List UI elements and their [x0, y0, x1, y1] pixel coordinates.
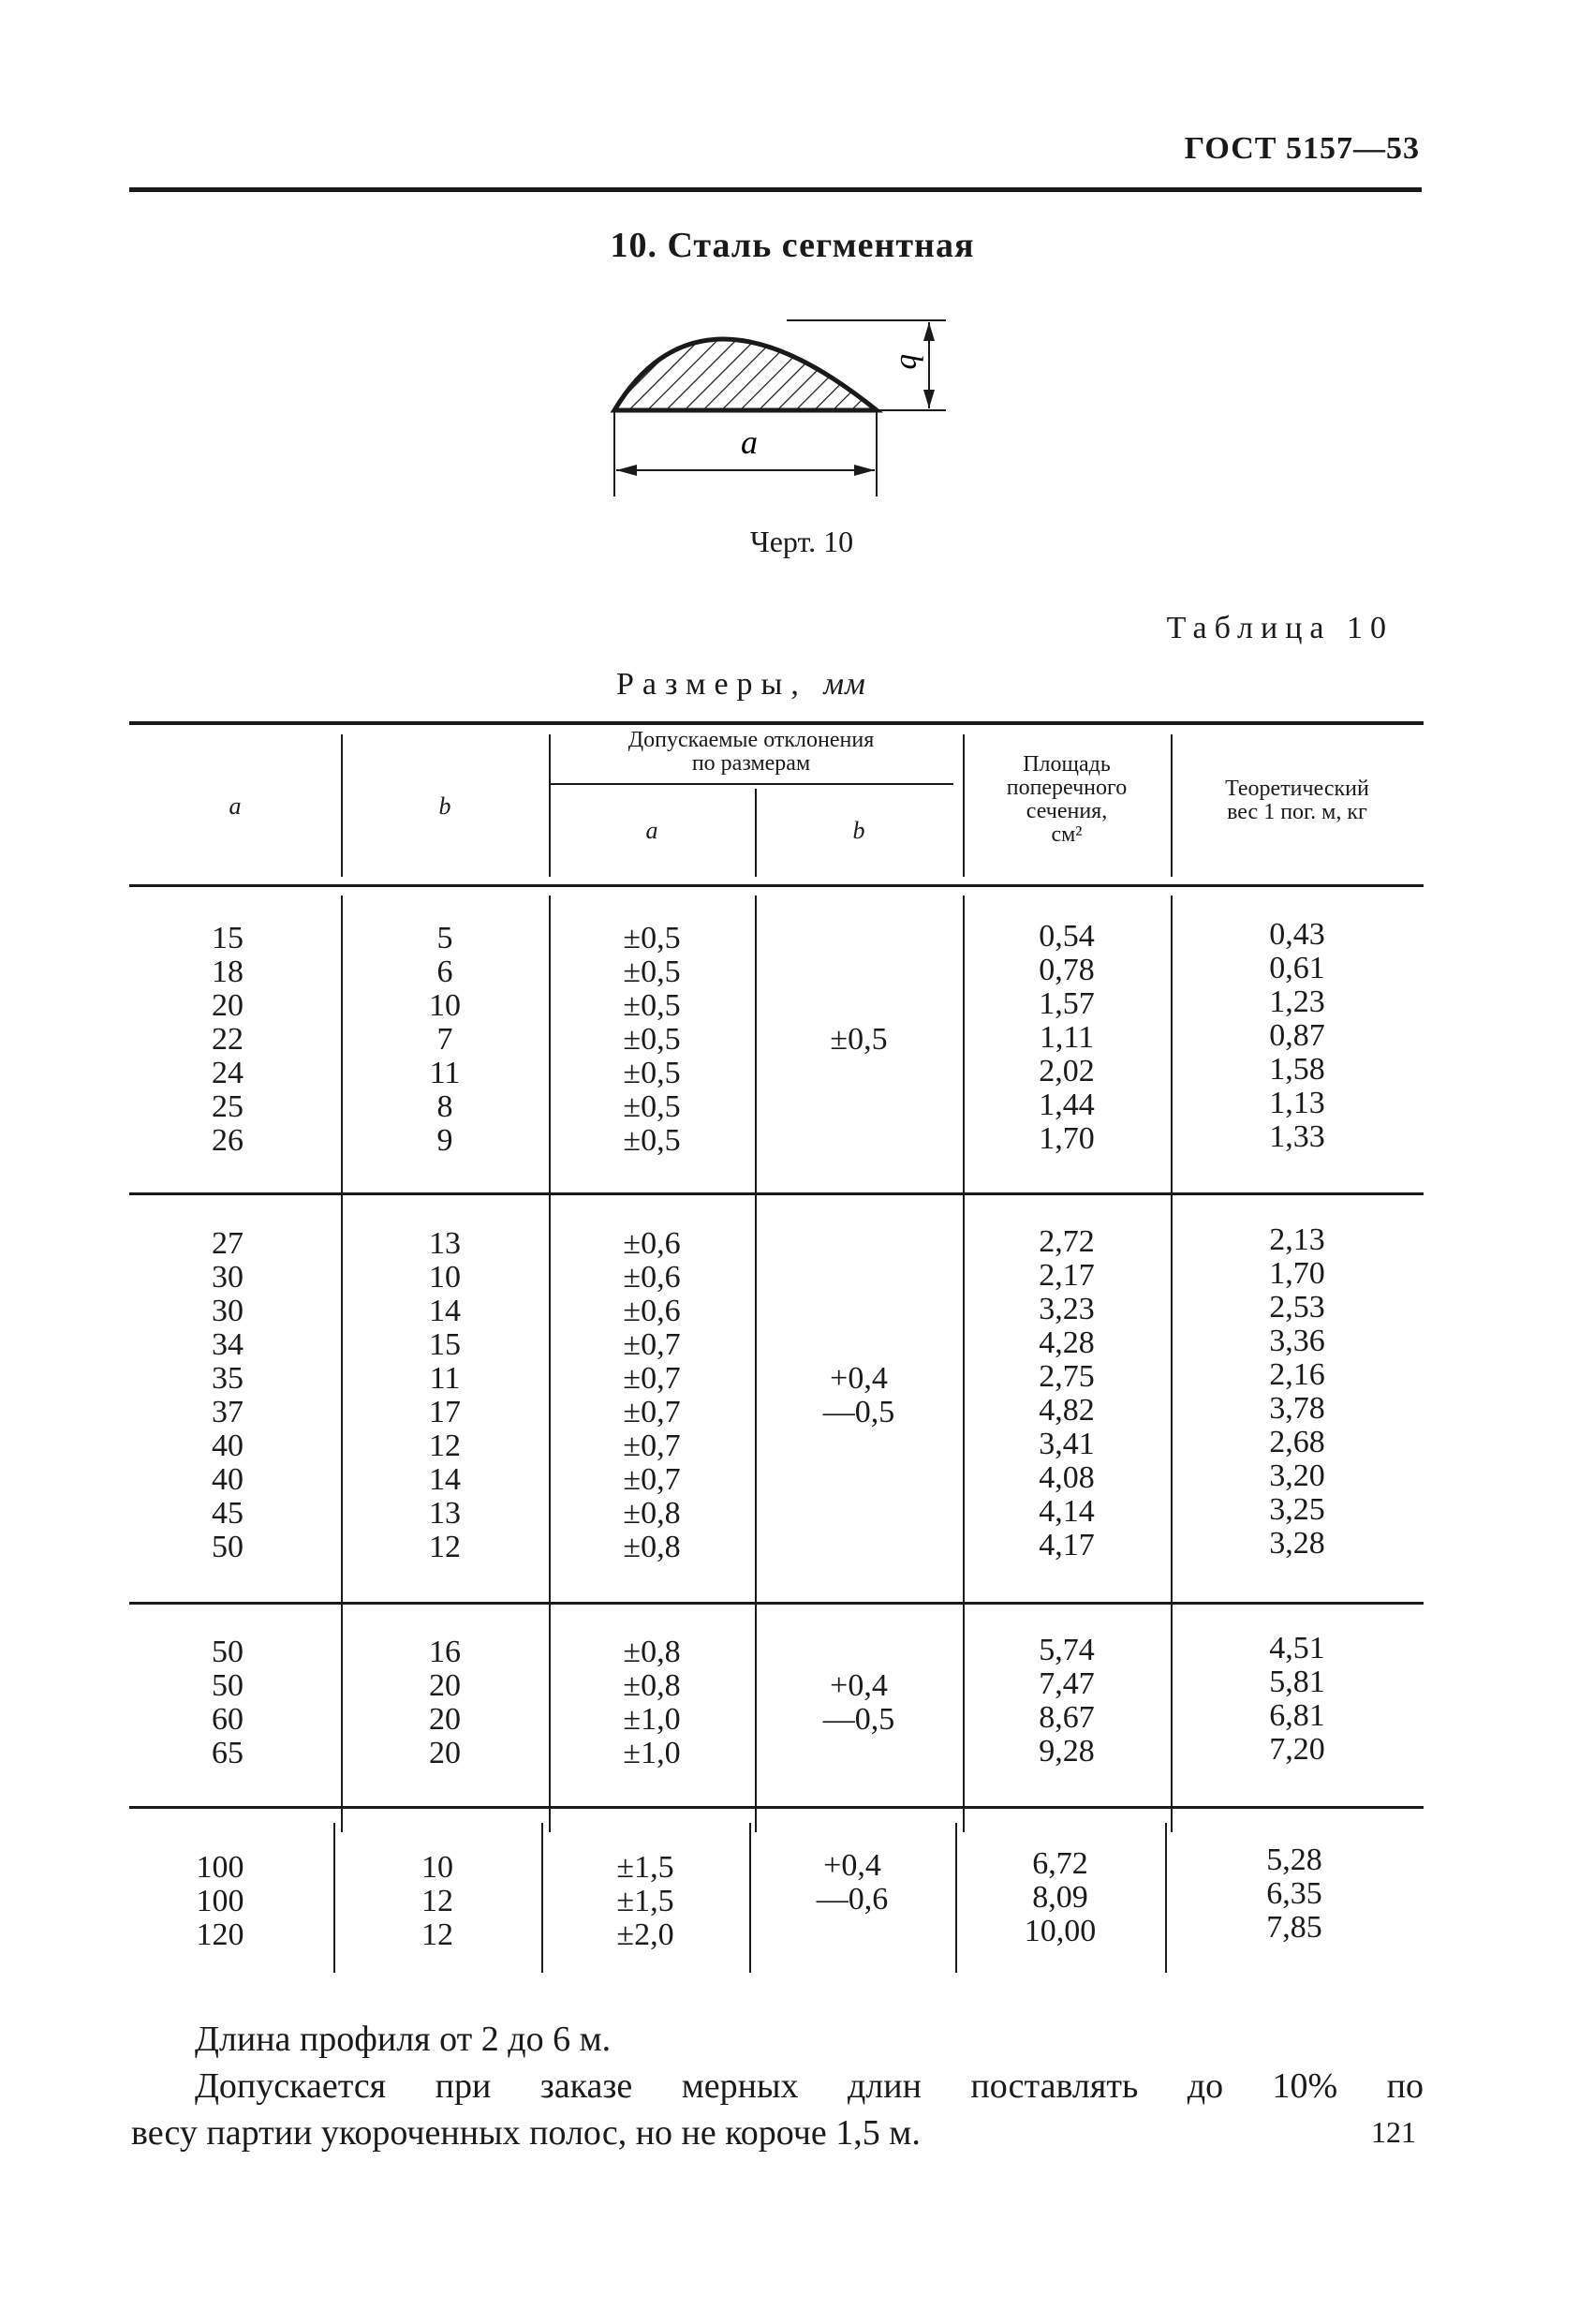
table-cell: 22: [212, 1022, 244, 1057]
table-cell: 6: [436, 955, 453, 989]
table-cell: 37: [212, 1395, 244, 1429]
table-cell: 7,47: [1039, 1666, 1095, 1701]
table-units: Размеры, мм: [616, 667, 866, 702]
group-3-col-a: [129, 1636, 326, 1770]
group-2-col-tol-a: [549, 1227, 755, 1564]
table-cell: 10: [429, 1260, 461, 1295]
table-cell: 6,35: [1266, 1876, 1322, 1911]
table-cell: 1,23: [1269, 984, 1325, 1019]
table-cell: 45: [212, 1496, 244, 1531]
table-cell: 40: [212, 1462, 244, 1497]
table-cell: 3,41: [1039, 1427, 1095, 1461]
group-2-col-tol-b: [755, 1362, 963, 1429]
table-cell: 3,23: [1039, 1292, 1095, 1326]
group-1-col-tol-a: [549, 922, 755, 1158]
header-weight: Теоретический вес 1 пог. м, кг: [1225, 777, 1369, 824]
table-cell: 9: [436, 1123, 453, 1158]
dimension-b-label: b: [893, 353, 928, 370]
header-area: Площадь поперечного сечения, см²: [1006, 752, 1128, 847]
tol-b-line-1: +0,4: [830, 1361, 888, 1396]
table-cell: 5: [436, 921, 453, 955]
table-cell: 35: [212, 1361, 244, 1396]
table-cell: 3,28: [1269, 1526, 1325, 1561]
table-cell: 4,28: [1039, 1325, 1095, 1360]
table-cell: 17: [429, 1395, 461, 1429]
tol-b-line-1: ±0,5: [830, 1022, 888, 1057]
table-cell: 3,20: [1269, 1458, 1325, 1493]
table-cell: 25: [212, 1089, 244, 1124]
table-cell: 60: [212, 1702, 244, 1737]
table-cell: 1,57: [1039, 986, 1095, 1021]
table-cell: 10: [421, 1850, 453, 1885]
table-cell: ±1,0: [623, 1736, 681, 1770]
table-cell: ±0,7: [623, 1395, 681, 1429]
table-cell: 50: [212, 1668, 244, 1703]
table-cell: 0,78: [1039, 953, 1095, 987]
table-cell: 20: [429, 1668, 461, 1703]
tol-b-line-1: +0,4: [830, 1668, 888, 1703]
header-rule: [129, 187, 1422, 192]
table-cell: ±0,5: [623, 921, 681, 955]
table-cell: 0,43: [1269, 917, 1325, 952]
table-top-rule: [129, 721, 1424, 725]
table-cell: 2,72: [1039, 1224, 1095, 1259]
table-cell: 7,20: [1269, 1732, 1325, 1767]
table-cell: 0,54: [1039, 919, 1095, 954]
table-cell: ±1,5: [616, 1850, 674, 1885]
table-cell: 1,33: [1269, 1119, 1325, 1154]
table-cell: 10: [429, 988, 461, 1023]
table-cell: 18: [212, 955, 244, 989]
table-cell: ±0,8: [623, 1635, 681, 1669]
table-cell: 7: [436, 1022, 453, 1057]
table-cell: ±0,8: [623, 1668, 681, 1703]
table-cell: ±0,7: [623, 1462, 681, 1497]
table-cell: 50: [212, 1635, 244, 1669]
table-cell: ±0,7: [623, 1428, 681, 1463]
table-cell: ±0,8: [623, 1530, 681, 1564]
table-cell: 4,51: [1269, 1631, 1325, 1665]
table-cell: 11: [429, 1056, 461, 1090]
segment-section: [614, 339, 877, 410]
table-cell: 6,81: [1269, 1698, 1325, 1733]
group-4-col-area: [955, 1847, 1165, 1948]
table-cell: 24: [212, 1056, 244, 1090]
table-cell: ±0,7: [623, 1361, 681, 1396]
group-2-col-weight: [1171, 1223, 1424, 1561]
table-cell: 50: [212, 1530, 244, 1564]
group-3-col-b: [341, 1636, 549, 1770]
tol-b-line-1: +0,4: [823, 1848, 881, 1883]
document-code: ГОСТ 5157—53: [1184, 131, 1420, 166]
group-1-col-area: [963, 920, 1171, 1156]
page-number: 121: [1371, 2115, 1416, 2149]
table-cell: 13: [429, 1226, 461, 1261]
group-rule-1: [129, 1192, 1424, 1195]
tolerance-subheader-rule: [549, 783, 953, 785]
table-cell: ±0,6: [623, 1294, 681, 1328]
table-cell: 34: [212, 1327, 244, 1362]
table-cell: 2,02: [1039, 1054, 1095, 1088]
table-cell: 2,17: [1039, 1258, 1095, 1293]
group-1-col-b: [341, 922, 549, 1158]
table-cell: 2,53: [1269, 1290, 1325, 1325]
header-a: a: [229, 792, 242, 820]
table-cell: 8,09: [1032, 1880, 1088, 1915]
table-cell: 6,72: [1032, 1846, 1088, 1881]
table-cell: 2,75: [1039, 1359, 1095, 1394]
table-cell: ±2,0: [616, 1917, 674, 1952]
table-cell: 1,58: [1269, 1052, 1325, 1087]
table-cell: ±0,7: [623, 1327, 681, 1362]
table-cell: 120: [196, 1917, 244, 1952]
table-cell: 12: [429, 1530, 461, 1564]
note-cut-lengths-line-2: весу партии укороченных полос, но не короче 1,5 м.: [131, 2113, 921, 2153]
table-cell: 30: [212, 1260, 244, 1295]
table-cell: 11: [429, 1361, 461, 1396]
group-1-col-a: [129, 922, 326, 1158]
table-cell: 1,70: [1269, 1256, 1325, 1291]
table-cell: 15: [212, 921, 244, 955]
table-cell: 100: [196, 1884, 244, 1918]
group-1-col-tol-b: [755, 1023, 963, 1057]
table-cell: ±0,8: [623, 1496, 681, 1531]
dimension-a-label: a: [741, 423, 758, 461]
table-cell: 12: [429, 1428, 461, 1463]
table-cell: ±0,5: [623, 1022, 681, 1057]
tol-b-line-2: —0,5: [822, 1395, 895, 1429]
table-cell: ±0,5: [623, 988, 681, 1023]
segment-profile-drawing: [599, 309, 955, 496]
header-tol-b: b: [852, 817, 865, 844]
table-cell: ±0,6: [623, 1260, 681, 1295]
group-4-col-b: [333, 1851, 541, 1952]
table-cell: 4,14: [1039, 1494, 1095, 1529]
group-4-col-tol-b: [749, 1849, 955, 1917]
group-2-col-b: [341, 1227, 549, 1564]
table-cell: 3,36: [1269, 1324, 1325, 1358]
table-cell: 14: [429, 1294, 461, 1328]
group-2-col-a: [129, 1227, 326, 1564]
header-b: b: [438, 792, 451, 820]
table-cell: 26: [212, 1123, 244, 1158]
table-cell: 8: [436, 1089, 453, 1124]
table-cell: 5,74: [1039, 1633, 1095, 1667]
group-3-col-tol-b: [755, 1669, 963, 1737]
table-cell: 1,70: [1039, 1121, 1095, 1156]
group-3-col-weight: [1171, 1632, 1424, 1767]
table-cell: 20: [429, 1702, 461, 1737]
table-cell: 14: [429, 1462, 461, 1497]
table-label: Таблица 10: [1166, 611, 1394, 645]
table-cell: 3,78: [1269, 1391, 1325, 1426]
table-cell: 2,13: [1269, 1222, 1325, 1257]
group-3-col-area: [963, 1634, 1171, 1769]
table-cell: 65: [212, 1736, 244, 1770]
section-title: 10. Сталь сегментная: [610, 226, 975, 265]
table-cell: 5,81: [1269, 1665, 1325, 1699]
tol-b-line-2: —0,5: [822, 1702, 895, 1737]
table-cell: 13: [429, 1496, 461, 1531]
table-cell: 15: [429, 1327, 461, 1362]
table-cell: 27: [212, 1226, 244, 1261]
table-cell: 8,67: [1039, 1700, 1095, 1735]
table-cell: 16: [429, 1635, 461, 1669]
table-cell: 12: [421, 1884, 453, 1918]
table-cell: ±0,5: [623, 1089, 681, 1124]
group-rule-2: [129, 1602, 1424, 1605]
table-cell: 3,25: [1269, 1492, 1325, 1527]
table-cell: ±1,5: [616, 1884, 674, 1918]
table-cell: 7,85: [1266, 1910, 1322, 1945]
table-cell: 40: [212, 1428, 244, 1463]
table-cell: 4,82: [1039, 1393, 1095, 1428]
table-cell: 100: [196, 1850, 244, 1885]
table-cell: 30: [212, 1294, 244, 1328]
group-4-col-tol-a: [541, 1851, 749, 1952]
group-1-col-weight: [1171, 918, 1424, 1154]
header-bottom-rule: [129, 884, 1424, 887]
table-cell: 1,44: [1039, 1088, 1095, 1122]
table-cell: 9,28: [1039, 1734, 1095, 1769]
table-cell: 4,08: [1039, 1460, 1095, 1495]
table-cell: 0,87: [1269, 1018, 1325, 1053]
table-cell: ±1,0: [623, 1702, 681, 1737]
group-rule-3: [129, 1806, 1424, 1809]
table-cell: 5,28: [1266, 1843, 1322, 1877]
table-cell: 1,13: [1269, 1086, 1325, 1120]
group-2-col-area: [963, 1225, 1171, 1562]
table-cell: 10,00: [1024, 1914, 1097, 1948]
table-cell: 1,11: [1039, 1020, 1095, 1055]
table-cell: 2,16: [1269, 1357, 1325, 1392]
tol-b-line-2: —0,6: [816, 1882, 889, 1917]
header-tol-a: a: [645, 817, 658, 844]
table-cell: 20: [429, 1736, 461, 1770]
table-cell: 4,17: [1039, 1528, 1095, 1562]
note-cut-lengths-line-1: Допускается при заказе мерных длин поставлять до 10% по: [195, 2066, 1424, 2106]
table-cell: 0,61: [1269, 951, 1325, 985]
table-cell: ±0,5: [623, 1123, 681, 1158]
group-4-col-a: [122, 1851, 318, 1952]
table-cell: ±0,5: [623, 955, 681, 989]
figure-caption: Черт. 10: [749, 525, 854, 558]
header-tolerances: Допускаемые отклонения по размерам: [627, 728, 875, 776]
table-cell: ±0,5: [623, 1056, 681, 1090]
table-cell: 20: [212, 988, 244, 1023]
table-cell: 12: [421, 1917, 453, 1952]
group-3-col-tol-a: [549, 1636, 755, 1770]
table-cell: 2,68: [1269, 1425, 1325, 1459]
note-profile-length: Длина профиля от 2 до 6 м.: [195, 2020, 612, 2059]
table-cell: ±0,6: [623, 1226, 681, 1261]
group-4-col-weight: [1165, 1843, 1424, 1945]
